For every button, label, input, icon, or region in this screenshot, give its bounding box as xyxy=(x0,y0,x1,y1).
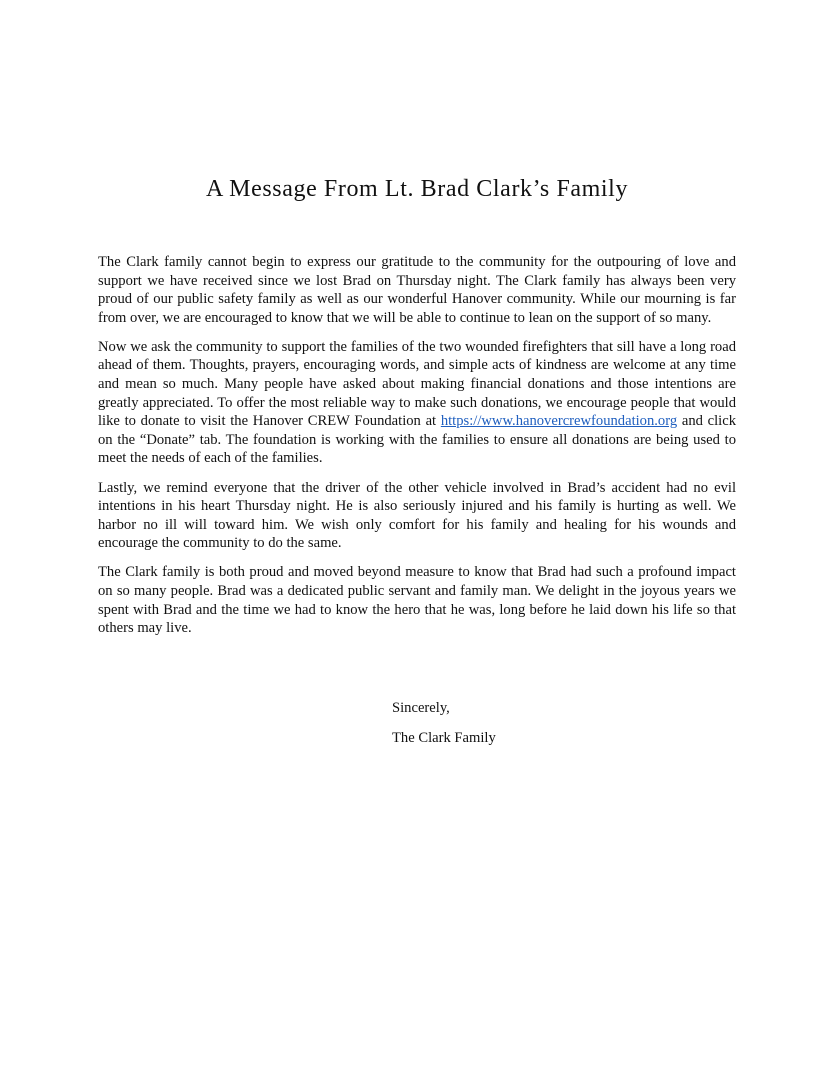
foundation-link[interactable]: https://www.hanovercrewfoundation.org xyxy=(440,413,678,430)
letter-body xyxy=(98,253,736,648)
paragraph-support-families xyxy=(98,338,736,468)
salutation: Sincerely, xyxy=(392,700,450,716)
signature: The Clark Family xyxy=(392,730,496,747)
letter-closing xyxy=(392,699,692,759)
paragraph-proud: The Clark family is both proud and moved beyond measure to know that Brad had such a profound impact on so many people. Brad was a dedicated public servant and family man. We delight in the joyous years we spent with Brad and the time we had to know the hero that he was, long before he laid down his life so that others may live. xyxy=(98,564,736,637)
paragraph-gratitude: The Clark family cannot begin to express our gratitude to the community for the outpouring of love and support we have received since we lost Brad on Thursday night. The Clark family has always been very proud of our public safety family as well as our wonderful Hanover community. While our mourning is far from over, we are encouraged to know that we will be able to continue to lean on the support of so many. xyxy=(98,254,736,326)
paragraph-support-text-end: and click on the “Donate” tab. The foundation is working with the families to ensure all donations are being used to meet the needs of each of the families. xyxy=(98,413,736,467)
paragraph-support-text: Now we ask the community to support the families of the two wounded firefighters that sill have a long road ahead of them. Thoughts, prayers, encouraging words, and simple acts of kindness are welcome at any time and mean so much. Many people have asked about making financial donations and those intentions are greatly appreciated. To offer the most reliable way to make such donations, we encourage people that would like to donate to visit the Hanover CREW Foundation at xyxy=(98,338,736,430)
paragraph-other-driver: Lastly, we remind everyone that the driver of the other vehicle involved in Brad’s accident had no evil intentions in his heart Thursday night. He is also seriously injured and his family is hurting as well. We harbor no ill will toward him. We wish only comfort for his family and healing for his wounds and encourage the community to do the same. xyxy=(98,479,736,552)
document-title: A Message From Lt. Brad Clark’s Family xyxy=(205,176,629,202)
